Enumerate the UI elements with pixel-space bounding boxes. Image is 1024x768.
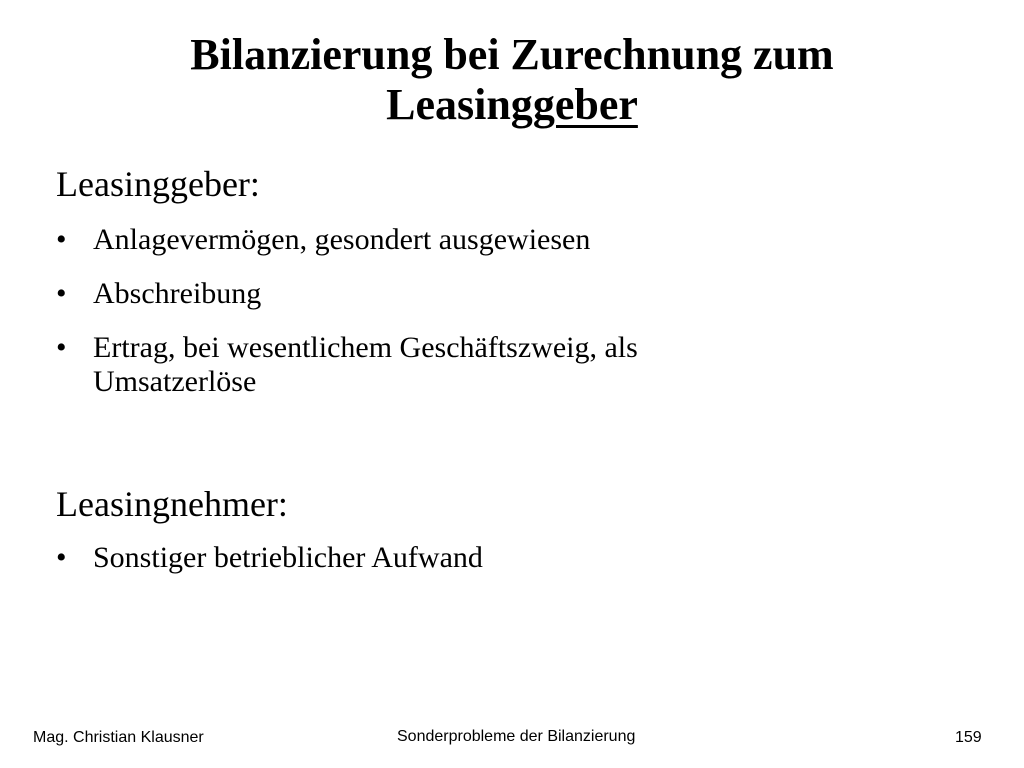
section-heading-leasinggeber: Leasinggeber:	[56, 164, 260, 204]
list-item-text: Abschreibung	[93, 277, 262, 310]
footer-author: Mag. Christian Klausner	[33, 729, 204, 746]
bullet-glyph: •	[56, 541, 67, 574]
slide-title-line-2-underlined: geber	[532, 80, 638, 129]
list-item	[56, 331, 793, 399]
list-item-text: Ertrag, bei wesentlichem Geschäftszweig, als Umsatzerlöse	[93, 331, 638, 398]
section-heading-leasingnehmer: Leasingnehmer:	[56, 484, 288, 524]
bullet-glyph: •	[56, 277, 67, 310]
list-item	[56, 223, 916, 257]
bullet-list-leasingnehmer	[56, 541, 916, 575]
slide-title	[60, 30, 964, 130]
list-item	[56, 277, 916, 311]
footer-topic: Sonderprobleme der Bilanzierung	[397, 728, 636, 745]
slide-title-line-1: Bilanzierung bei Zurechnung zum	[190, 30, 834, 79]
bullet-glyph: •	[56, 331, 67, 364]
footer-page-number: 159	[955, 729, 982, 746]
bullet-list-leasinggeber	[56, 223, 916, 399]
list-item-text: Sonstiger betrieblicher Aufwand	[93, 541, 483, 574]
slide-title-line-2-plain: Leasing	[386, 80, 533, 129]
bullet-glyph: •	[56, 223, 67, 256]
list-item	[56, 541, 916, 575]
list-item-text: Anlagevermögen, gesondert ausgewiesen	[93, 223, 591, 256]
